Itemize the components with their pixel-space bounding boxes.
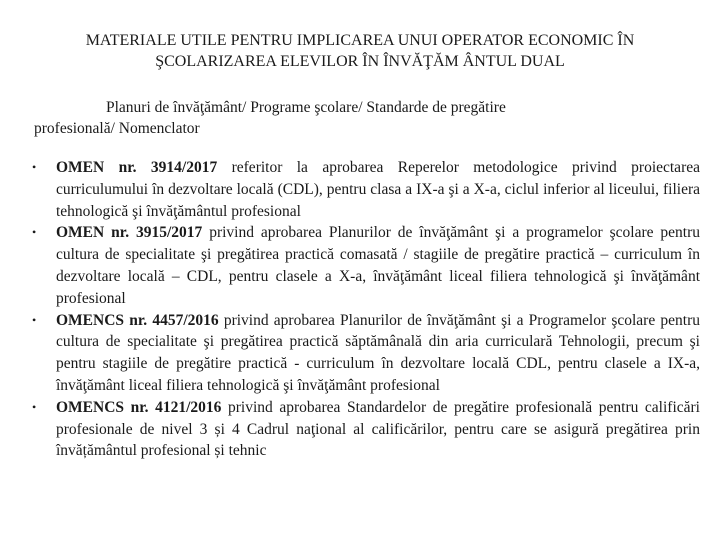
document-title (20, 30, 700, 72)
order-description: privind aprobarea Planurilor de învăţământ şi a programelor şcolare pentru cultura de specialitate şi pregătirea practică comasată / stagiile de pregătire practică – curriculum în dezvoltare locală – CDL, pentru clasele a X-a, învăţământ liceal filiera tehnologică şi învăţământ profesional (56, 224, 700, 307)
order-description: privind aprobarea Planurilor de învăţământ şi a Programelor şcolare pentru cultura de specialitate şi pregătirea practică săptămânală din aria curriculară Tehnologii, precum şi pentru stagiile de pregătire practică - curriculum în dezvoltare locală CDL, pentru clasele a IX-a, învăţământ liceal filiera tehnologică şi învăţământ profesional (56, 311, 700, 394)
list-item (32, 310, 700, 397)
title-line-2: ŞCOLARIZAREA ELEVILOR ÎN ÎNVĂŢĂM ÂNTUL DUAL (155, 53, 565, 70)
list-item (32, 222, 700, 309)
order-reference: OMENCS nr. 4457/2016 (56, 311, 219, 329)
subtitle-line-1: Planuri de învăţământ/ Programe şcolare/ Standarde de pregătire (106, 99, 506, 116)
title-line-1: MATERIALE UTILE PENTRU IMPLICAREA UNUI OPERATOR ECONOMIC ÎN (85, 32, 635, 49)
legislation-list (32, 157, 700, 462)
subtitle-line-2: profesională/ Nomenclator (34, 120, 200, 137)
order-description: referitor la aprobarea Reperelor metodologice privind proiectarea curriculumului în dezvoltare locală (CDL), pentru clasa a IX-a şi a X-a, ciclul inferior al liceului, filiera tehnologică şi învăţământul profesional (56, 159, 700, 220)
section-subtitle (34, 97, 694, 139)
list-item (32, 157, 700, 222)
order-reference: OMENCS nr. 4121/2016 (56, 398, 222, 416)
list-item (32, 397, 700, 462)
order-reference: OMEN nr. 3914/2017 (56, 159, 218, 176)
bullet-icon: • (32, 399, 37, 414)
order-description: privind aprobarea Standardelor de pregătire profesională pentru calificări profesionale de nivel 3 și 4 Cadrul naţional al calificărilor, pentru care se asigură pregătirea prin învățământul profesional și tehnic (56, 398, 700, 460)
order-reference: OMEN nr. 3915/2017 (56, 224, 203, 242)
bullet-icon: • (32, 160, 37, 174)
bullet-icon: • (32, 225, 37, 240)
bullet-icon: • (32, 312, 37, 327)
